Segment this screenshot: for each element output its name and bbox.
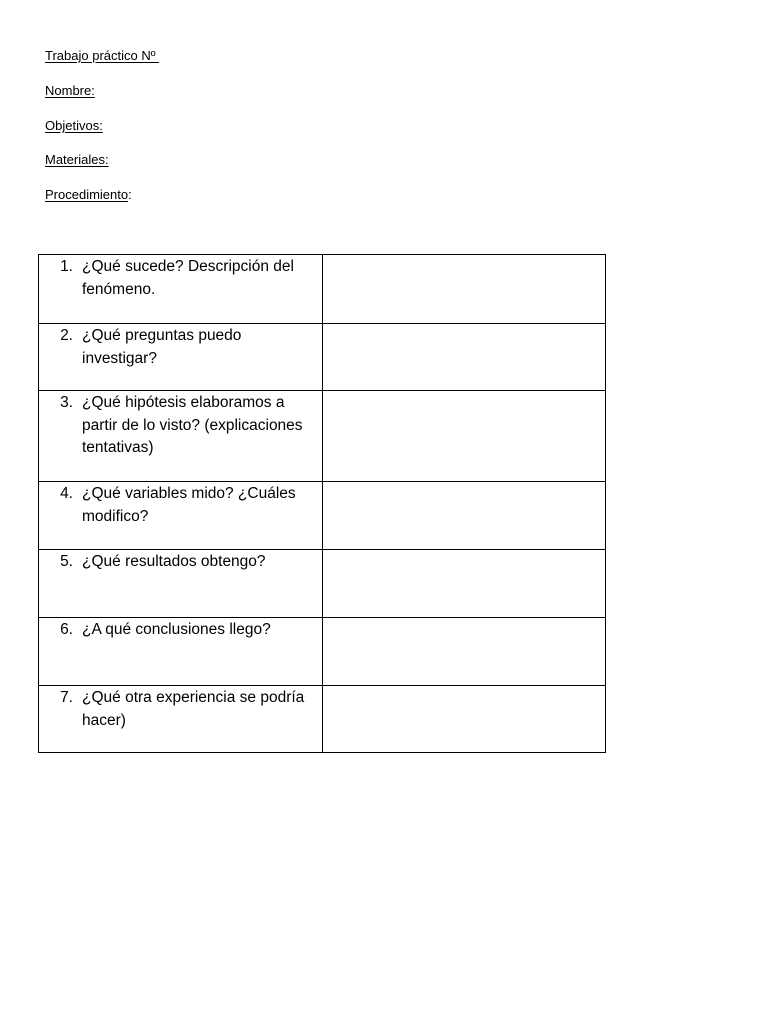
question-text: ¿Qué sucede? Descripción del fenómeno.: [82, 258, 294, 298]
question-cell: [39, 482, 323, 550]
question-text: ¿Qué hipótesis elaboramos a partir de lo visto? (explicaciones tentativas): [82, 394, 303, 456]
question-text: ¿A qué conclusiones llego?: [82, 621, 271, 638]
name-label: Nombre:: [45, 83, 95, 98]
table-row: [39, 391, 606, 482]
question-number: 1.: [60, 258, 73, 275]
table-row: [39, 324, 606, 391]
objectives-label: Objetivos:: [45, 118, 103, 133]
answer-cell[interactable]: [322, 550, 606, 618]
question-cell: [39, 324, 323, 391]
table-row: [39, 482, 606, 550]
answer-cell[interactable]: [322, 324, 606, 391]
procedure-label: Procedimiento: [45, 187, 129, 202]
procedure-line: [45, 187, 132, 203]
answer-cell[interactable]: [322, 686, 606, 753]
table-row: [39, 550, 606, 618]
question-text: ¿Qué variables mido? ¿Cuáles modifico?: [82, 485, 296, 525]
question-number: 6.: [60, 621, 73, 638]
answer-cell[interactable]: [322, 255, 606, 324]
table-row: [39, 618, 606, 686]
question-cell: [39, 686, 323, 753]
question-text: ¿Qué preguntas puedo investigar?: [82, 327, 242, 367]
worksheet-table: [38, 254, 606, 753]
question-text: ¿Qué resultados obtengo?: [82, 553, 266, 570]
worksheet-title: Trabajo práctico Nº: [45, 48, 160, 63]
answer-cell[interactable]: [322, 482, 606, 550]
question-cell: [39, 618, 323, 686]
question-text: ¿Qué otra experiencia se podría hacer): [82, 689, 305, 729]
question-number: 7.: [60, 689, 73, 706]
table-row: [39, 255, 606, 324]
question-cell: [39, 391, 323, 482]
question-number: 4.: [60, 485, 73, 502]
question-cell: [39, 550, 323, 618]
procedure-colon: :: [128, 187, 132, 202]
question-number: 3.: [60, 394, 73, 411]
materials-label: Materiales:: [45, 152, 109, 167]
answer-cell[interactable]: [322, 618, 606, 686]
question-number: 5.: [60, 553, 73, 570]
answer-cell[interactable]: [322, 391, 606, 482]
question-number: 2.: [60, 327, 73, 344]
question-cell: [39, 255, 323, 324]
table-row: [39, 686, 606, 753]
